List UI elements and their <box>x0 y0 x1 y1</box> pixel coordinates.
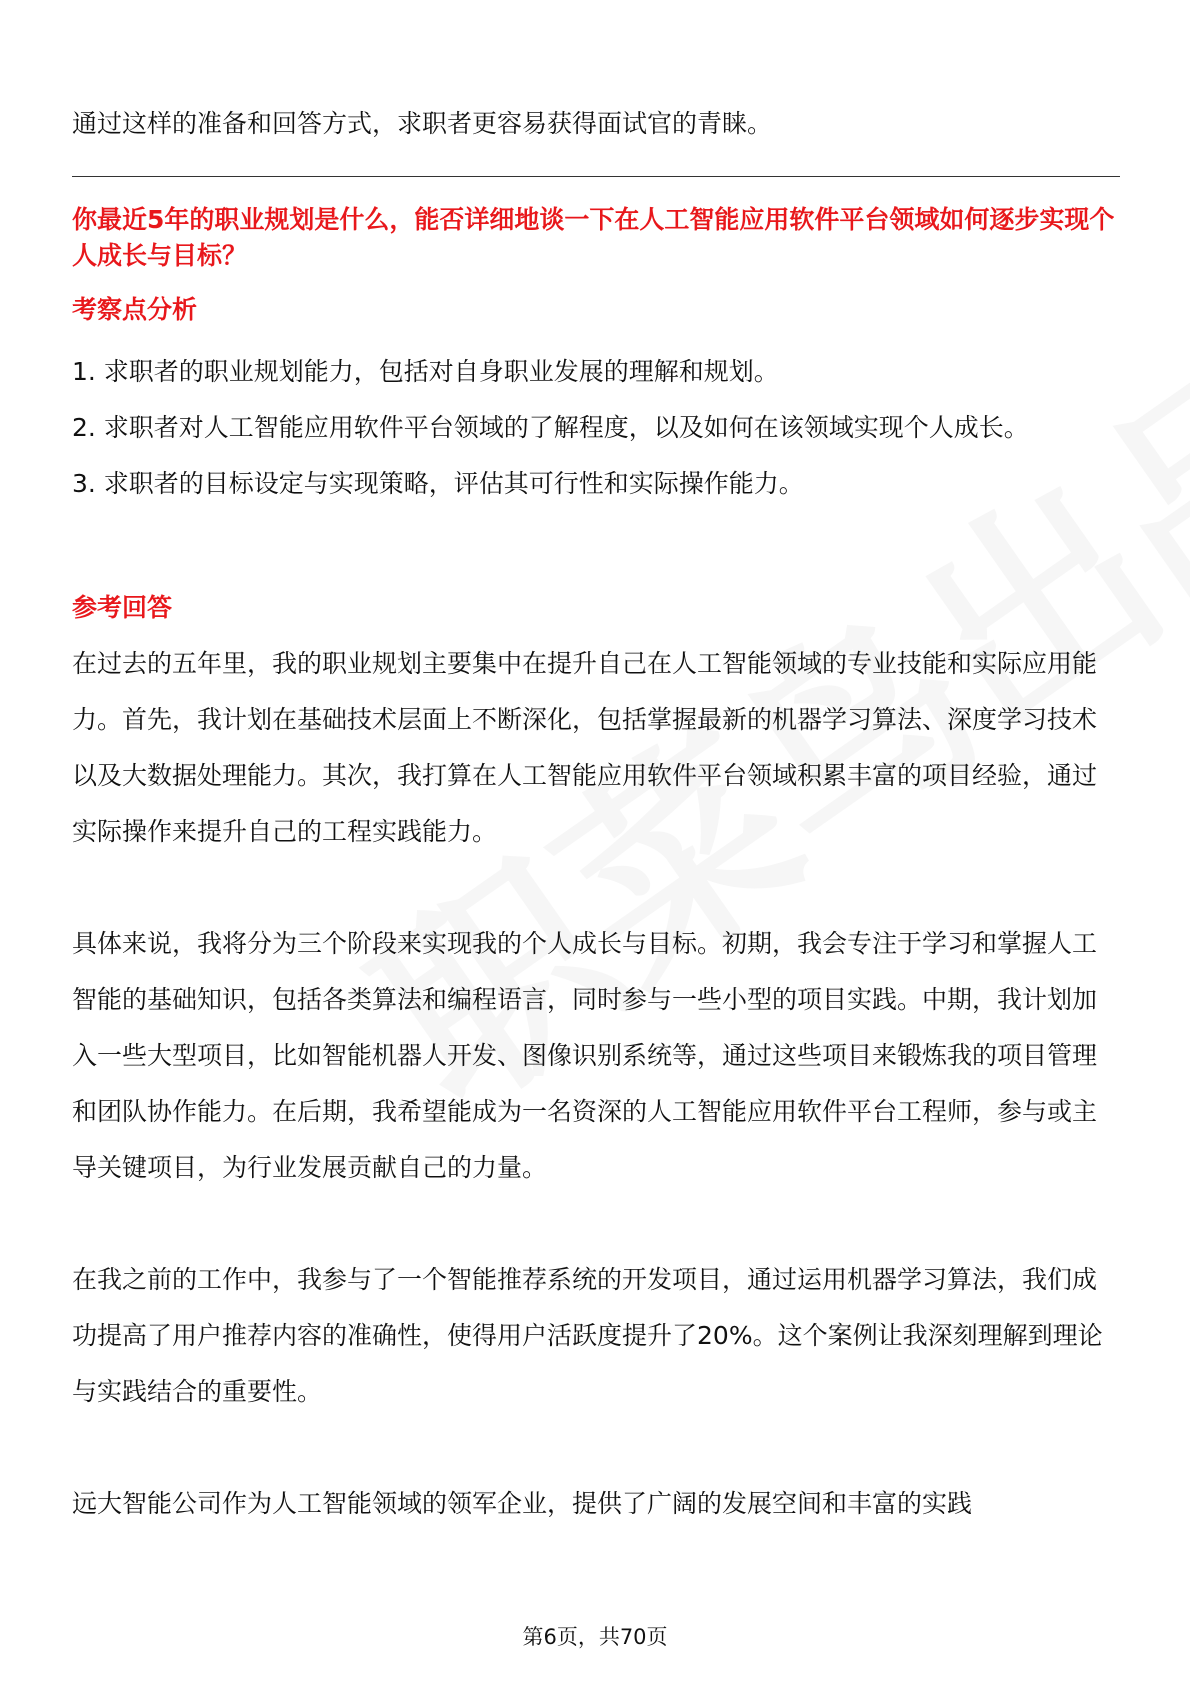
answer-body <box>72 636 1120 1588</box>
answer-heading: 参考回答 <box>72 593 173 622</box>
question-title: 你最近5年的职业规划是什么，能否详细地谈一下在人工智能应用软件平台领域如何逐步实现个人成长与目标？ <box>72 205 1115 270</box>
analysis-point: 1. 求职者的职业规划能力，包括对自身职业发展的理解和规划。 <box>72 357 779 386</box>
answer-paragraph: 在过去的五年里，我的职业规划主要集中在提升自己在人工智能领域的专业技能和实际应用能力。首先，我计划在基础技术层面上不断深化，包括掌握最新的机器学习算法、深度学习技术以及大数据处理能力。其次，我打算在人工智能应用软件平台领域积累丰富的项目经验，通过实际操作来提升自己的工程实践能力。 <box>72 649 1098 846</box>
analysis-list <box>72 344 1120 512</box>
analysis-point: 3. 求职者的目标设定与实现策略，评估其可行性和实际操作能力。 <box>72 469 804 498</box>
analysis-heading: 考察点分析 <box>72 295 198 324</box>
section-divider <box>72 176 1120 177</box>
answer-paragraph: 在我之前的工作中，我参与了一个智能推荐系统的开发项目，通过运用机器学习算法，我们成功提高了用户推荐内容的准确性，使得用户活跃度提升了20%。这个案例让我深刻理解到理论与实践结合的重要性。 <box>72 1265 1103 1406</box>
page-number: 第6页，共70页 <box>522 1625 668 1649</box>
document-page <box>72 0 1120 1684</box>
intro-text: 通过这样的准备和回答方式，求职者更容易获得面试官的青睐。 <box>72 109 773 138</box>
answer-paragraph: 具体来说，我将分为三个阶段来实现我的个人成长与目标。初期，我会专注于学习和掌握人工智能的基础知识，包括各类算法和编程语言，同时参与一些小型的项目实践。中期，我计划加入一些大型项目，比如智能机器人开发、图像识别系统等，通过这些项目来锻炼我的项目管理和团队协作能力。在后期，我希望能成为一名资深的人工智能应用软件平台工程师，参与或主导关键项目，为行业发展贡献自己的力量。 <box>72 929 1098 1182</box>
analysis-point: 2. 求职者对人工智能应用软件平台领域的了解程度，以及如何在该领域实现个人成长。 <box>72 413 1029 442</box>
answer-paragraph: 远大智能公司作为人工智能领域的领军企业，提供了广阔的发展空间和丰富的实践 <box>72 1489 973 1518</box>
